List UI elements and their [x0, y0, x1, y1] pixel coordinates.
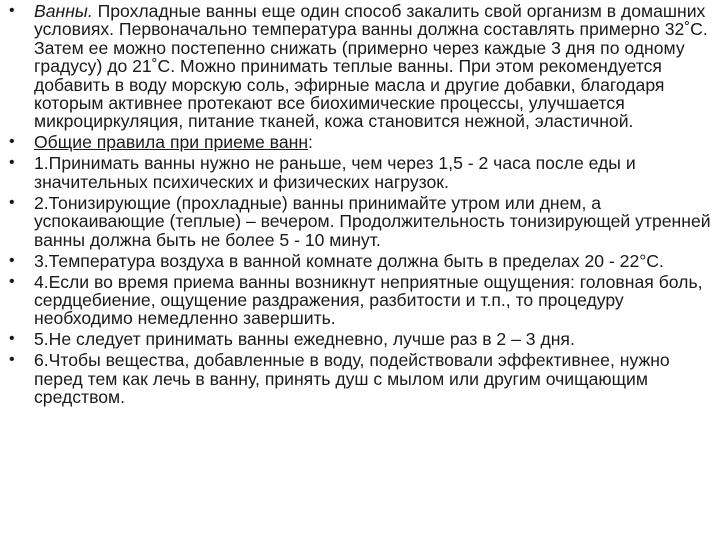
bullet-icon: • — [9, 133, 15, 151]
item-text: Прохладные ванны еще один способ закалить свой организм в домашних условиях. Первоначально температура ванны должна составлять примерно 32˚С. Затем ее можно постепенно снижать (примерно через каждые 3 дня по одному градусу) до 21˚С. Можно принимать теплые ванны. При этом рекомендуется добавить в воду морскую соль, эфирные масла и другие добавки, благодаря которым активнее протекают все биохимические процессы, улучшается микроциркуляция, питание тканей, кожа становится нежной, эластичной. — [34, 1, 708, 132]
list-item — [6, 154, 712, 191]
item-lead: Ванны. — [34, 1, 93, 21]
bullet-icon: • — [9, 154, 15, 172]
list-item — [6, 330, 712, 348]
item-text: 3.Температура воздуха в ванной комнате должна быть в пределах 20 - 22°С. — [34, 250, 664, 271]
bullet-list — [6, 2, 712, 407]
item-text: 5.Не следует принимать ванны ежедневно, лучше раз в 2 – 3 дня. — [34, 329, 575, 350]
list-item — [6, 2, 712, 131]
list-item — [6, 252, 712, 270]
list-item — [6, 273, 712, 328]
item-text: 1.Принимать ванны нужно не раньше, чем через 1,5 - 2 часа после еды и значительных психических и физических нагрузок. — [34, 153, 636, 192]
item-text: : — [308, 132, 313, 153]
bullet-icon: • — [9, 330, 15, 348]
item-text: 6.Чтобы вещества, добавленные в воду, подействовали эффективнее, нужно перед тем как лечь в ванну, принять душ с мылом или другим очищающим средством. — [34, 350, 670, 408]
item-text: 2.Тонизирующие (прохладные) ванны принимайте утром или днем, а успокаивающие (теплые) – вечером. Продолжительность тонизирующей утренней ванны должна быть не более 5 - 10 минут. — [34, 192, 711, 250]
bullet-icon: • — [9, 351, 15, 369]
list-item — [6, 133, 712, 151]
bullet-icon: • — [9, 272, 15, 290]
item-heading: Общие правила при приеме ванн — [34, 132, 309, 153]
list-item — [6, 194, 712, 249]
item-text: 4.Если во время приема ванны возникнут неприятные ощущения: головная боль, сердцебиение, ощущение раздражения, разбитости и т.п., то процедуру необходимо немедленно завершить. — [34, 271, 703, 329]
list-item — [6, 351, 712, 406]
bullet-icon: • — [9, 2, 15, 19]
bullet-icon: • — [9, 251, 15, 269]
bullet-icon: • — [9, 193, 15, 211]
